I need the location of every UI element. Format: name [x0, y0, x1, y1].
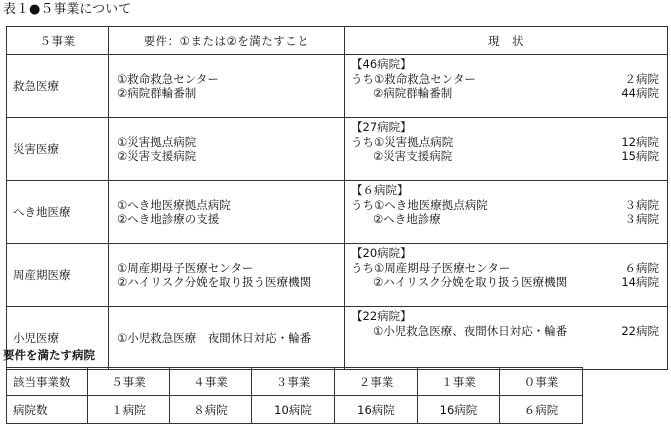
summary-row-header: 該当事業数 — [7, 368, 88, 396]
requirement-item: ②へき地診療の支援 — [117, 212, 220, 226]
status-cell — [345, 244, 668, 307]
summary-value: 16病院 — [335, 396, 418, 424]
status-value: 14病院 — [621, 275, 659, 289]
status-cell — [345, 307, 668, 370]
summary-column-header: ４事業 — [170, 368, 252, 396]
status-label: ①小児救急医療、夜間休日対応・輪番 — [373, 323, 568, 338]
status-header: 【27病院】 — [351, 120, 412, 134]
requirement-item: ②病院群輪番制 — [117, 86, 197, 100]
status-line — [351, 72, 659, 87]
status-value: ２病院 — [624, 71, 659, 86]
five-programs-table — [6, 26, 668, 370]
requirement-item: ①救命救急センター — [117, 71, 219, 86]
summary-table — [6, 367, 583, 424]
status-line — [351, 275, 659, 290]
status-cell — [345, 55, 668, 118]
table-row — [7, 244, 668, 307]
status-header: 【22病院】 — [351, 309, 412, 323]
page-title: 表１●５事業について — [3, 2, 132, 17]
status-line — [351, 135, 659, 150]
status-value: 12病院 — [621, 134, 659, 149]
requirements-cell — [109, 181, 345, 244]
requirements-cell — [109, 118, 345, 181]
requirement-item: ①小児救急医療 夜間休日対応・輪番 — [117, 330, 312, 345]
status-header: 【46病院】 — [351, 57, 412, 71]
status-value: 44病院 — [621, 86, 659, 100]
summary-row-header: 病院数 — [7, 396, 88, 424]
summary-value: 16病院 — [418, 396, 500, 424]
summary-header-row — [7, 368, 583, 396]
header-programs: ５事業 — [7, 27, 109, 55]
status-line — [351, 149, 659, 164]
table-row — [7, 181, 668, 244]
category-cell: 周産期医療 — [7, 244, 109, 307]
status-value: ３病院 — [624, 212, 659, 226]
status-value: 22病院 — [621, 323, 659, 338]
requirements-cell — [109, 55, 345, 118]
category-cell: 救急医療 — [7, 55, 109, 118]
status-value: ３病院 — [624, 197, 659, 212]
summary-column-header: ０事業 — [500, 368, 583, 396]
summary-value: ８病院 — [170, 396, 252, 424]
status-label: うち①へき地医療拠点病院 — [351, 197, 488, 212]
status-line — [351, 198, 659, 213]
summary-column-header: ２事業 — [335, 368, 418, 396]
requirements-cell — [109, 307, 345, 370]
requirement-item: ①へき地医療拠点病院 — [117, 197, 231, 212]
status-line — [351, 324, 659, 339]
status-label: うち①災害拠点病院 — [351, 134, 454, 149]
summary-column-header: ５事業 — [88, 368, 170, 396]
summary-column-header: １事業 — [418, 368, 500, 396]
summary-value: ６病院 — [500, 396, 583, 424]
requirement-item: ①災害拠点病院 — [117, 134, 197, 149]
summary-value-row — [7, 396, 583, 424]
category-cell: へき地医療 — [7, 181, 109, 244]
category-cell: 小児医療 — [7, 307, 109, 370]
status-label: うち①周産期母子医療センター — [351, 260, 511, 275]
status-label: うち①救命救急センター — [351, 71, 476, 86]
table-row — [7, 307, 668, 370]
status-line — [351, 261, 659, 276]
status-header: 【20病院】 — [351, 246, 412, 260]
category-cell: 災害医療 — [7, 118, 109, 181]
summary-value: 10病院 — [252, 396, 335, 424]
status-value: 15病院 — [621, 149, 659, 163]
requirement-item: ②ハイリスク分娩を取り扱う医療機関 — [117, 275, 312, 289]
header-row — [7, 27, 668, 55]
status-label: ②ハイリスク分娩を取り扱う医療機関 — [373, 275, 568, 289]
requirement-item: ②災害支援病院 — [117, 149, 197, 163]
summary-column-header: ３事業 — [252, 368, 335, 396]
header-requirements: 要件：①または②を満たすこと — [109, 27, 345, 55]
status-label: ②病院群輪番制 — [373, 86, 453, 100]
status-label: ②へき地診療 — [373, 212, 441, 226]
table-row — [7, 55, 668, 118]
requirements-cell — [109, 244, 345, 307]
status-header: 【６病院】 — [351, 183, 409, 197]
requirement-item: ①周産期母子医療センター — [117, 260, 254, 275]
header-status: 現 状 — [345, 27, 668, 55]
status-line — [351, 212, 659, 227]
status-value: ６病院 — [624, 260, 659, 275]
status-cell — [345, 118, 668, 181]
status-line — [351, 86, 659, 101]
summary-title: 要件を満たす病院 — [3, 348, 95, 362]
status-label: ②災害支援病院 — [373, 149, 453, 163]
summary-value: １病院 — [88, 396, 170, 424]
status-cell — [345, 181, 668, 244]
table-row — [7, 118, 668, 181]
